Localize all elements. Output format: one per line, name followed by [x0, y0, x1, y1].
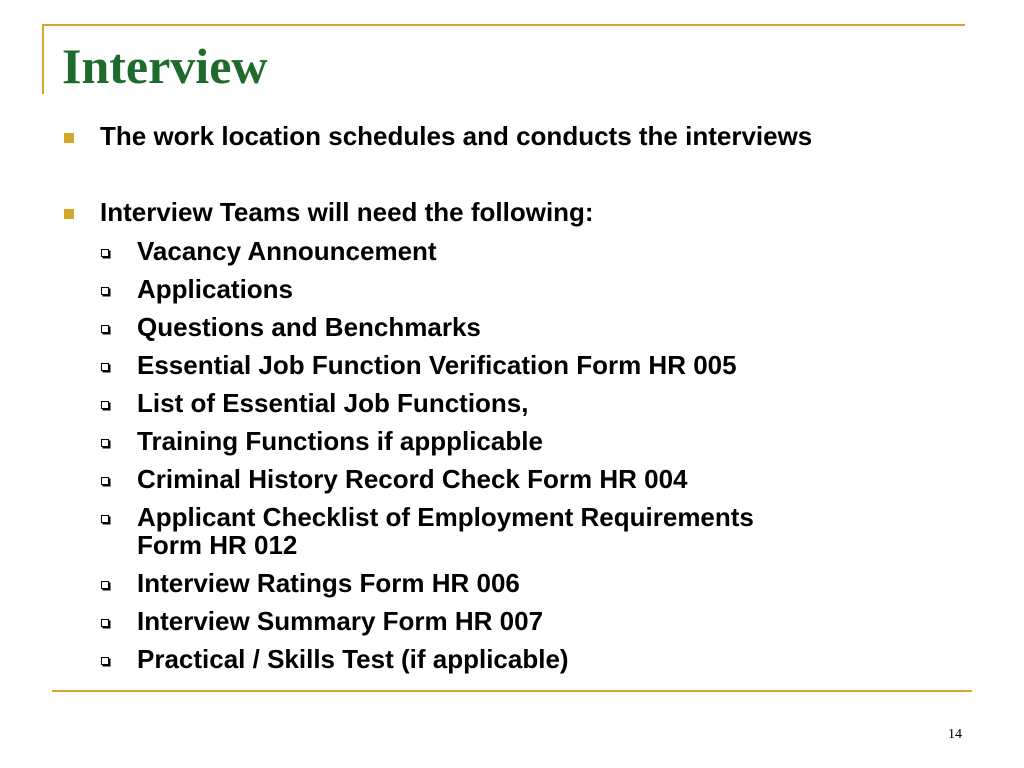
bullet-text: Interview Teams will need the following: [100, 197, 594, 227]
hollow-square-icon [101, 401, 109, 409]
sub-item-text: Essential Job Function Verification Form HR 005 [137, 350, 737, 380]
hollow-square-icon [101, 363, 109, 371]
sub-item-applications [0, 270, 1024, 308]
sub-bullet-list [0, 232, 1024, 678]
top-frame-line [42, 24, 965, 26]
sub-item-hr-006 [0, 564, 1024, 602]
sub-item-text: Interview Summary Form HR 007 [137, 606, 544, 636]
sub-item-text: Applicant Checklist of Employment Requirements Form HR 012 [137, 502, 754, 560]
sub-item-practical-skills-test [0, 640, 1024, 678]
filled-square-icon [64, 133, 74, 143]
sub-item-hr-004 [0, 460, 1024, 498]
bullet-text: The work location schedules and conducts the interviews [100, 121, 813, 151]
sub-item-vacancy-announcement [0, 232, 1024, 270]
sub-item-hr-007 [0, 602, 1024, 640]
sub-item-hr-005 [0, 346, 1024, 384]
sub-item-text: List of Essential Job Functions, [137, 388, 529, 418]
sub-item-questions-benchmarks [0, 308, 1024, 346]
sub-item-text: Questions and Benchmarks [137, 312, 481, 342]
hollow-square-icon [101, 581, 109, 589]
hollow-square-icon [101, 325, 109, 333]
sub-item-essential-job-functions [0, 384, 1024, 422]
page-number: 14 [948, 727, 962, 742]
bullet-item-1 [0, 120, 1024, 152]
bullet-item-2 [0, 196, 1024, 228]
hollow-square-icon [101, 249, 109, 257]
hollow-square-icon [101, 287, 109, 295]
sub-item-text: Practical / Skills Test (if applicable) [137, 644, 569, 674]
left-frame-line [42, 24, 44, 94]
sub-item-hr-012 [0, 498, 1024, 564]
hollow-square-icon [101, 619, 109, 627]
sub-item-text: Criminal History Record Check Form HR 004 [137, 464, 688, 494]
slide-title: Interview [62, 38, 268, 94]
sub-item-text: Training Functions if appplicable [137, 426, 543, 456]
sub-item-text: Interview Ratings Form HR 006 [137, 568, 520, 598]
sub-item-training-functions [0, 422, 1024, 460]
sub-item-text: Applications [137, 274, 294, 304]
slide-content [0, 120, 1024, 678]
bottom-frame-line [52, 690, 972, 692]
hollow-square-icon [101, 657, 109, 665]
hollow-square-icon [101, 515, 109, 523]
filled-square-icon [64, 209, 74, 219]
sub-item-text: Vacancy Announcement [137, 236, 437, 266]
hollow-square-icon [101, 477, 109, 485]
hollow-square-icon [101, 439, 109, 447]
